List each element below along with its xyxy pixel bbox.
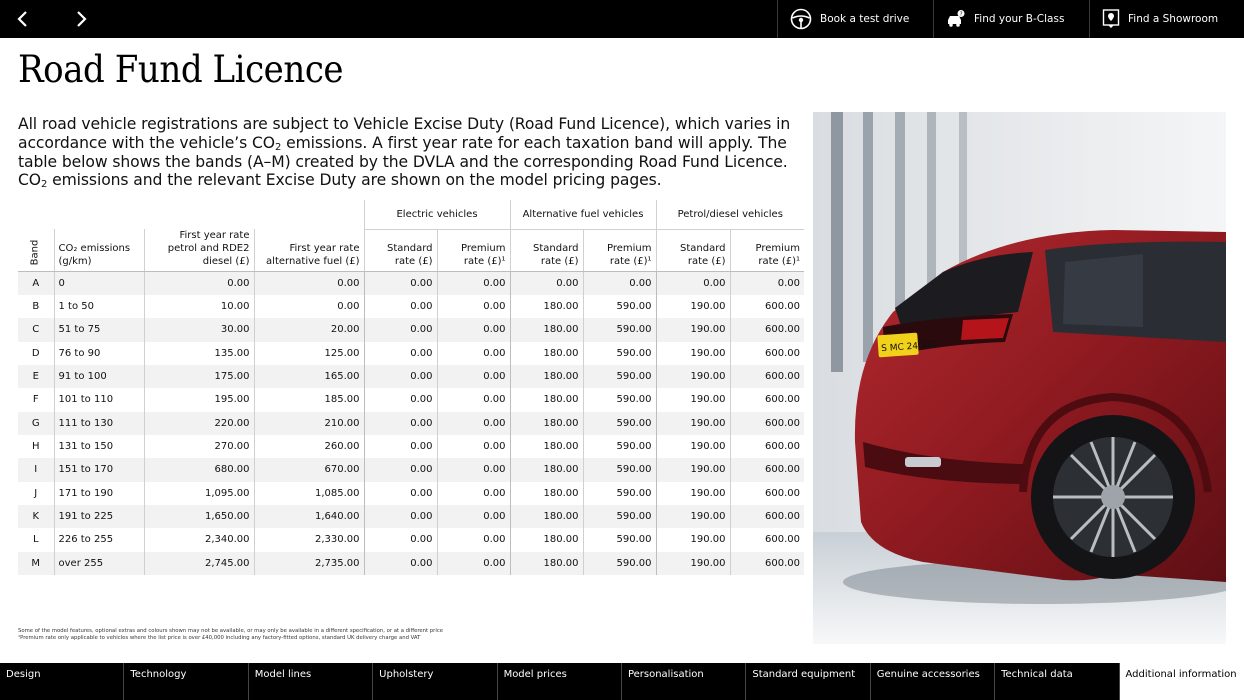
rate-cell: 0.00	[364, 552, 437, 575]
rate-cell: 600.00	[730, 482, 804, 505]
table-row	[18, 505, 804, 528]
intro-text-3: emissions and the relevant Excise Duty are shown on the model pricing pages.	[47, 171, 662, 190]
find-b-class-button[interactable]	[933, 0, 1089, 38]
band-cell: A	[18, 272, 54, 295]
rate-cell: 2,330.00	[254, 528, 364, 551]
rate-cell: 195.00	[144, 388, 254, 411]
rate-cell: 270.00	[144, 435, 254, 458]
rate-cell: 185.00	[254, 388, 364, 411]
nav-model-prices[interactable]: Model prices	[498, 663, 622, 700]
rate-cell: 600.00	[730, 295, 804, 318]
column-header-ev-standard: Standard rate (£)	[364, 229, 437, 272]
column-header-band: Band	[18, 229, 54, 272]
rate-cell: 0.00	[437, 412, 510, 435]
nav-personalisation[interactable]: Personalisation	[622, 663, 746, 700]
rate-cell: 590.00	[583, 295, 656, 318]
rate-cell: 600.00	[730, 388, 804, 411]
rate-cell: 190.00	[656, 528, 730, 551]
rate-cell: 0.00	[437, 365, 510, 388]
rate-cell: 180.00	[510, 435, 583, 458]
rate-cell: 180.00	[510, 458, 583, 481]
chevron-left-icon	[16, 10, 30, 28]
band-cell: C	[18, 318, 54, 341]
group-alternative-fuel: Alternative fuel vehicles	[510, 200, 656, 229]
band-cell: B	[32, 301, 40, 313]
rate-cell: 0.00	[437, 272, 510, 295]
rate-cell: 180.00	[510, 528, 583, 551]
band-cell: L	[32, 534, 39, 546]
rate-cell: 0.00	[364, 412, 437, 435]
rate-cell: 680.00	[144, 458, 254, 481]
nav-model-lines[interactable]: Model lines	[249, 663, 373, 700]
nav-technology[interactable]: Technology	[124, 663, 248, 700]
band-cell: J	[34, 487, 38, 499]
rate-cell: 175.00	[144, 365, 254, 388]
rate-cell: 190.00	[656, 458, 730, 481]
svg-text:?: ?	[959, 11, 963, 18]
rate-cell: 10.00	[144, 295, 254, 318]
rate-cell: 0.00	[364, 528, 437, 551]
rate-cell: 0.00	[364, 342, 437, 365]
rate-cell: 0.00	[364, 505, 437, 528]
rate-cell: 2,340.00	[144, 528, 254, 551]
rate-cell: 600.00	[730, 412, 804, 435]
rate-cell: 1,095.00	[144, 482, 254, 505]
find-b-class-label: Find your B-Class	[974, 13, 1065, 25]
rate-cell: 590.00	[583, 365, 656, 388]
co2-cell: 101 to 110	[54, 388, 144, 411]
co2-cell: 1 to 50	[54, 295, 144, 318]
rate-cell: 190.00	[656, 388, 730, 411]
rate-cell: 590.00	[583, 318, 656, 341]
rate-cell: 0.00	[254, 295, 364, 318]
rate-cell: 600.00	[730, 505, 804, 528]
rate-cell: 0.00	[437, 458, 510, 481]
band-cell: F	[32, 394, 39, 406]
previous-page-button[interactable]	[4, 0, 42, 38]
column-header-alt-premium: Premium rate (£)¹	[583, 229, 656, 272]
road-fund-table	[18, 200, 804, 575]
table-row	[18, 482, 804, 505]
car-photo	[813, 112, 1226, 644]
rate-cell: 0.00	[437, 318, 510, 341]
column-header-co2: CO₂ emissions (g/km)	[54, 229, 144, 272]
table-row	[18, 272, 804, 295]
rate-cell: 220.00	[144, 412, 254, 435]
column-header-first-year-petrol: First year rate petrol and RDE2 diesel (£)	[144, 229, 254, 272]
rate-cell: 600.00	[730, 365, 804, 388]
rate-cell: 0.00	[364, 435, 437, 458]
nav-genuine-accessories[interactable]: Genuine accessories	[871, 663, 995, 700]
column-header-first-year-alt: First year rate alternative fuel (£)	[254, 229, 364, 272]
band-cell: D	[31, 347, 40, 359]
rate-cell: 0.00	[364, 365, 437, 388]
column-header-alt-standard: Standard rate (£)	[510, 229, 583, 272]
table-row	[18, 552, 804, 575]
co2-cell: 171 to 190	[54, 482, 144, 505]
rate-cell: 190.00	[656, 482, 730, 505]
rate-cell: 2,745.00	[144, 552, 254, 575]
co2-cell: 226 to 255	[54, 528, 144, 551]
rate-cell: 0.00	[437, 435, 510, 458]
rate-cell: 0.00	[437, 388, 510, 411]
rate-cell: 0.00	[583, 272, 656, 295]
rate-cell: 600.00	[730, 342, 804, 365]
rate-cell: 180.00	[510, 505, 583, 528]
find-showroom-label: Find a Showroom	[1128, 13, 1219, 25]
band-cell: K	[18, 505, 54, 528]
rate-cell: 590.00	[583, 388, 656, 411]
co2-cell: 131 to 150	[54, 435, 144, 458]
rate-cell: 600.00	[730, 552, 804, 575]
nav-technical-data[interactable]: Technical data	[995, 663, 1119, 700]
rate-cell: 0.00	[254, 272, 364, 295]
co2-cell: 151 to 170	[54, 458, 144, 481]
rate-cell: 180.00	[510, 318, 583, 341]
rate-cell: 0.00	[437, 295, 510, 318]
rate-cell: 590.00	[583, 505, 656, 528]
rate-cell: 190.00	[656, 412, 730, 435]
nav-upholstery[interactable]: Upholstery	[373, 663, 497, 700]
rate-cell: 0.00	[364, 482, 437, 505]
rate-cell: 590.00	[583, 552, 656, 575]
find-showroom-button[interactable]	[1089, 0, 1244, 38]
intro-subscript: 2	[274, 141, 282, 153]
rate-cell: 0.00	[364, 318, 437, 341]
rate-cell: 180.00	[510, 482, 583, 505]
rate-cell: 180.00	[510, 388, 583, 411]
rate-cell: 1,650.00	[144, 505, 254, 528]
rate-cell: 210.00	[254, 412, 364, 435]
book-test-drive-button[interactable]	[777, 0, 933, 38]
rate-cell: 0.00	[437, 342, 510, 365]
nav-standard-equipment[interactable]: Standard equipment	[746, 663, 870, 700]
rate-cell: 0.00	[730, 272, 804, 295]
intro-paragraph	[18, 115, 808, 190]
rate-cell: 190.00	[656, 295, 730, 318]
page-title: Road Fund Licence	[18, 48, 344, 91]
nav-design[interactable]: Design	[0, 663, 124, 700]
rate-cell: 125.00	[254, 342, 364, 365]
next-page-button[interactable]	[62, 0, 100, 38]
table-row	[18, 412, 804, 435]
table-row	[18, 435, 804, 458]
band-cell: M	[18, 552, 54, 575]
footnotes	[18, 628, 518, 642]
rate-cell: 590.00	[583, 412, 656, 435]
rate-cell: 180.00	[510, 412, 583, 435]
table-row	[18, 342, 804, 365]
co2-cell: 76 to 90	[54, 342, 144, 365]
table-row	[18, 318, 804, 341]
band-cell: I	[18, 458, 54, 481]
footnote-premium-rate: ¹Premium rate only applicable to vehicles where the list price is over £40,000 including any factory-fitted options, standard UK delivery charge and VAT	[18, 635, 421, 641]
car-search-icon	[946, 9, 966, 29]
rate-cell: 20.00	[254, 318, 364, 341]
table-body	[18, 272, 804, 575]
band-cell: H	[31, 441, 40, 453]
table-column-header-row	[18, 229, 804, 272]
table-row	[18, 295, 804, 318]
chevron-right-icon	[74, 10, 88, 28]
mercedes-b-class-rear-image	[813, 112, 1226, 644]
number-plate-text: S MC 24 722	[880, 340, 939, 355]
rate-cell: 30.00	[144, 318, 254, 341]
co2-cell: 51 to 75	[54, 318, 144, 341]
rate-cell: 600.00	[730, 458, 804, 481]
rate-cell: 0.00	[364, 458, 437, 481]
group-petrol-diesel: Petrol/diesel vehicles	[656, 200, 804, 229]
group-spacer	[18, 200, 364, 229]
table-row	[18, 388, 804, 411]
rate-cell: 0.00	[364, 388, 437, 411]
column-header-ev-premium: Premium rate (£)¹	[437, 229, 510, 272]
rate-cell: 260.00	[254, 435, 364, 458]
rate-cell: 190.00	[656, 342, 730, 365]
rate-cell: 600.00	[730, 528, 804, 551]
rate-cell: 590.00	[583, 482, 656, 505]
rate-cell: 180.00	[510, 552, 583, 575]
co2-cell: 111 to 130	[54, 412, 144, 435]
nav-additional-information[interactable]: Additional information	[1120, 663, 1244, 700]
rate-cell: 600.00	[730, 318, 804, 341]
rate-cell: 190.00	[656, 505, 730, 528]
location-pin-icon	[1102, 9, 1120, 29]
top-bar	[0, 0, 1244, 38]
rate-cell: 180.00	[510, 295, 583, 318]
rate-cell: 590.00	[583, 528, 656, 551]
rate-cell: 0.00	[437, 552, 510, 575]
co2-cell: 91 to 100	[54, 365, 144, 388]
footnote-availability: Some of the model features, optional extras and colours shown may not be available, or may only be available in a different specification, or at a different price	[18, 628, 443, 634]
table-row	[18, 458, 804, 481]
co2-cell: 191 to 225	[54, 505, 144, 528]
rate-cell: 0.00	[364, 295, 437, 318]
rate-cell: 0.00	[656, 272, 730, 295]
rate-cell: 0.00	[437, 528, 510, 551]
rate-cell: 165.00	[254, 365, 364, 388]
rate-cell: 590.00	[583, 342, 656, 365]
rate-cell: 190.00	[656, 318, 730, 341]
intro-text-1: All road vehicle registrations are subject to Vehicle Excise Duty (Road Fund Licence), which varies in accordance with the vehicle’s CO	[18, 115, 791, 152]
intro-subscript: 2	[40, 179, 48, 191]
rate-cell: 190.00	[656, 435, 730, 458]
table-row	[18, 528, 804, 551]
co2-cell: 0	[54, 272, 144, 295]
rate-cell: 2,735.00	[254, 552, 364, 575]
rate-cell: 190.00	[656, 365, 730, 388]
rate-cell: 190.00	[656, 552, 730, 575]
rate-cell: 180.00	[510, 342, 583, 365]
book-test-drive-label: Book a test drive	[820, 13, 910, 25]
rate-cell: 0.00	[437, 482, 510, 505]
rate-cell: 0.00	[510, 272, 583, 295]
rate-cell: 590.00	[583, 435, 656, 458]
column-header-pd-premium: Premium rate (£)¹	[730, 229, 804, 272]
co2-cell: over 255	[54, 552, 144, 575]
band-cell: E	[18, 365, 54, 388]
table-row	[18, 365, 804, 388]
rate-cell: 0.00	[144, 272, 254, 295]
rate-cell: 135.00	[144, 342, 254, 365]
band-cell: G	[18, 412, 54, 435]
table-group-header-row	[18, 200, 804, 229]
rate-cell: 1,085.00	[254, 482, 364, 505]
rate-cell: 1,640.00	[254, 505, 364, 528]
rate-cell: 590.00	[583, 458, 656, 481]
bottom-navigation	[0, 663, 1244, 700]
rate-cell: 180.00	[510, 365, 583, 388]
rate-cell: 0.00	[364, 272, 437, 295]
rate-cell: 600.00	[730, 435, 804, 458]
rate-cell: 0.00	[437, 505, 510, 528]
steering-wheel-icon	[790, 8, 812, 30]
intro-text-2: emissions. A first year rate for each taxation band will apply. The table below shows the bands (A–M) created by the DVLA and the corresponding Road Fund Licence. CO	[18, 133, 788, 190]
group-electric: Electric vehicles	[364, 200, 510, 229]
column-header-pd-standard: Standard rate (£)	[656, 229, 730, 272]
rate-cell: 670.00	[254, 458, 364, 481]
